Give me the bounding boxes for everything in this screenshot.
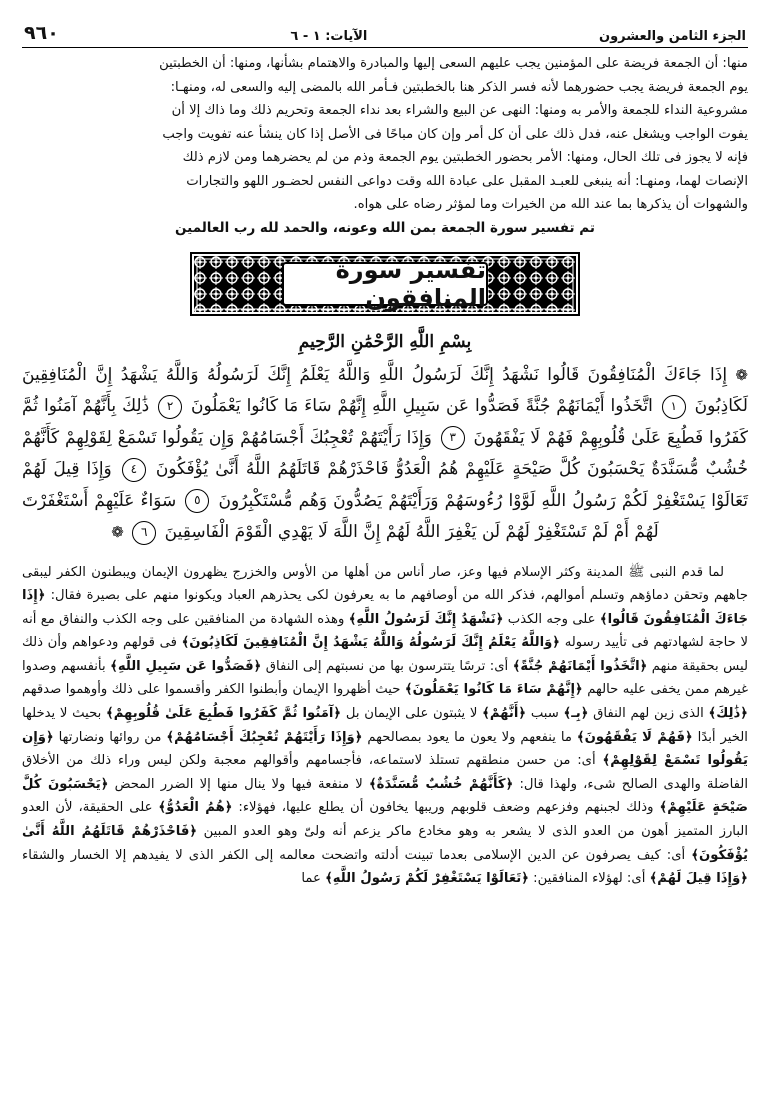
tafsir-text: لما قدم النبى ﷺ المدينة وكثر الإسلام فيها وعز، صار أناس من أهلها من الأوس والخزرج يظهرون الإيمان ويبطنون الكفر ليبقى جاههم وتحقن دماؤهم وتسلم أموالهم، فذكر الله من أوصافهم ما به يعرفون لكى يحذرهم العباد ويكونوا منهم على بصيرة فقال: ﴿إِذَا جَاءَكَ الْمُنَافِقُونَ قَالُوا﴾ على وجه الكذب ﴿نَشْهَدُ إِنَّكَ لَرَسُولُ اللَّهِ﴾ وهذه الشهادة من المنافقين على وجه الكذب والنفاق مع أنه لا حاجة لشهادتهم فى تأييد رسوله ﴿وَاللَّهُ يَعْلَمُ إِنَّكَ لَرَسُولُهُ وَاللَّهُ يَشْهَدُ إِنَّ الْمُنَافِقِينَ لَكَاذِبُونَ﴾ فى قولهم ودعواهم وأن ذلك ليس بحقيقة منهم ﴿اتَّخَذُوا أَيْمَانَهُمْ جُنَّةً﴾ أى: ترسًا يتترسون بها من نسبتهم إلى النفاق ﴿فَصَدُّوا عَن سَبِيلِ اللَّهِ﴾ بأنفسهم وصدوا غيرهم ممن يخفى عليه حالهم ﴿إِنَّهُمْ سَاءَ مَا كَانُوا يَعْمَلُونَ﴾ حيث أظهروا الإيمان وأبطنوا الكفر وأقسموا على ذلك وأوهموا صدقهم ﴿ذَٰلِكَ﴾ الذى زين لهم النفاق ﴿بِـ﴾ سبب ﴿أَنَّهُمْ﴾ لا يثبتون على الإيمان بل ﴿آمَنُوا ثُمَّ كَفَرُوا فَطُبِعَ عَلَىٰ قُلُوبِهِمْ﴾ بحيث لا يدخلها الخير أبدًا ﴿فَهُمْ لَا يَفْقَهُونَ﴾ ما ينفعهم ولا يعون ما يعود بمصالحهم ﴿وَإِذَا رَأَيْتَهُمْ تُعْجِبُكَ أَجْسَامُهُمْ﴾ من روائها ونضارتها ﴿وَإِن يَقُولُوا تَسْمَعْ لِقَوْلِهِمْ﴾ أى: من حسن منطقهم تستلذ لاستماعه، فأجسامهم وأقوالهم معجبة ولكن ليس وراء ذلك من الأخلاق الفاضلة والهدى الصالح شىء، ولهذا قال: ﴿كَأَنَّهُمْ خُشُبٌ مُّسَنَّدَةٌ﴾ لا منفعة فيها ولا ينال منها إلا الضرر المحض ﴿يَحْسَبُونَ كُلَّ صَيْحَةٍ عَلَيْهِمْ﴾ وذلك لجبنهم وفزعهم وضعف قلوبهم وريبها يخافون أن يطلع عليها، فهؤلاء: ﴿هُمُ الْعَدُوُّ﴾ على الحقيقة، لأن العدو البارز المتميز أهون من العدو الذى لا يشعر به وهو مخادع ماكر يزعم أنه ولىّ وهو العدو المبين ﴿فَاحْذَرْهُمْ قَاتَلَهُمُ اللَّهُ أَنَّىٰ يُؤْفَكُونَ﴾ أى: كيف يصرفون عن الدين الإسلامى بعدما تبينت أدلته واتضحت معالمه إلى الكفر الذى لا يفيدهم إلا الخسار والشقاء ﴿وَإِذَا قِيلَ لَهُمْ﴾ أى: لهؤلاء المنافقين: ﴿تَعَالَوْا يَسْتَغْفِرْ لَكُمْ رَسُولُ اللَّهِ﴾ عما <box>22 564 748 887</box>
page-number: ٩٦٠ <box>24 22 59 44</box>
ornament-icon: ❁ <box>735 365 748 384</box>
verse-text: وَإِذَا قِيلَ لَهُمْ تَعَالَوْا يَسْتَغْفِرْ لَكُمْ رَسُولُ اللَّهِ لَوَّوْا رُءُوسَهُمْ وَرَأَيْتَهُمْ يَصُدُّونَ وَهُم مُّسْتَكْبِرُونَ <box>22 459 749 511</box>
page <box>22 14 748 891</box>
verse-number: ١ <box>662 395 686 419</box>
quran-verses <box>22 360 748 549</box>
ayat-range: الآيات: ١ - ٦ <box>290 29 368 44</box>
intro-line: منها: أن الجمعة فريضة على المؤمنين يجب عليهم السعى إليها والمبادرة والاهتمام بشأنها، ومنها: أن الخطبتين <box>159 56 748 71</box>
verse-number: ٦ <box>132 521 156 545</box>
intro-line: يوم الجمعة فريضة يجب حضورهما لأنه فسر الذكر هنا بالخطبتين فـأمر الله بالمضى إليه والسعى له، ومنهـا: <box>170 79 748 95</box>
verse-text: اتَّخَذُوا أَيْمَانَهُمْ جُنَّةً فَصَدُّوا عَن سَبِيلِ اللَّهِ إِنَّهُمْ سَاءَ مَا كَانُوا يَعْمَلُونَ <box>191 396 653 416</box>
verse-number: ٣ <box>441 426 465 450</box>
verse-text: ذَٰلِكَ بِأَنَّهُمْ آمَنُوا ثُمَّ كَفَرُوا فَطُبِعَ عَلَىٰ قُلُوبِهِمْ فَهُمْ لَا يَفْقَهُونَ <box>22 396 748 448</box>
verse-text: وَإِذَا رَأَيْتَهُمْ تُعْجِبُكَ أَجْسَامُهُمْ وَإِن يَقُولُوا تَسْمَعْ لِقَوْلِهِمْ كَأَنَّهُمْ خُشُبٌ مُّسَنَّدَةٌ يَحْسَبُونَ كُلَّ صَيْحَةٍ عَلَيْهِمْ هُمُ الْعَدُوُّ فَاحْذَرْهُمْ قَاتَلَهُمُ اللَّهُ أَنَّىٰ يُؤْفَكُونَ <box>22 427 748 479</box>
intro-line: فإنه لا يجوز فى تلك الحال، ومنها: الأمر بحضور الخطبتين يوم الجمعة وذم من لم يحضرهما ومن لازم ذلك <box>182 150 748 165</box>
intro-line: الإنصات لهما، ومنهـا: أنه ينبغى للعبـد المقبل على عبادة الله وقت دواعى النفس لحضـور اللهو والتجارات <box>186 173 748 189</box>
surah-title: تفسير سورة المنافقون <box>282 262 488 306</box>
intro-line: والشهوات أن يذكرها بما عند الله من الخيرات وما لمؤثر رضاه على هواه. <box>353 197 748 212</box>
running-header <box>22 14 748 48</box>
verse-number: ٥ <box>185 489 209 513</box>
surah-banner-wrap <box>22 252 748 316</box>
surah-banner <box>190 252 580 316</box>
closing-statement: تم تفسير سورة الجمعة بمن الله وعونه، والحمد لله رب العالمين <box>175 219 595 236</box>
verse-text: سَوَاءٌ عَلَيْهِمْ أَسْتَغْفَرْتَ لَهُمْ أَمْ لَمْ تَسْتَغْفِرْ لَهُمْ لَن يَغْفِرَ اللَّهُ لَهُمْ إِنَّ اللَّهَ لَا يَهْدِي الْقَوْمَ الْفَاسِقِينَ <box>22 490 659 542</box>
part-title: الجزء الثامن والعشرون <box>598 29 746 44</box>
verse-number: ٤ <box>122 458 146 482</box>
ornament-icon: ❁ <box>111 523 124 541</box>
intro-paragraph <box>22 52 748 217</box>
verse-number: ٢ <box>158 395 182 419</box>
basmala: بِسْمِ اللَّهِ الرَّحْمَٰنِ الرَّحِيمِ <box>298 331 472 352</box>
intro-line: يفوت الواجب ويشغل عنه، فدل ذلك على أن كل أمر وإن كان مباحًا فى الأصل إذا كان ينشأ عنه تفويت واجب <box>162 126 748 142</box>
tafsir-paragraph <box>22 561 748 891</box>
verse-text: إِذَا جَاءَكَ الْمُنَافِقُونَ قَالُوا نَشْهَدُ إِنَّكَ لَرَسُولُ اللَّهِ وَاللَّهُ يَعْلَمُ إِنَّكَ لَرَسُولُهُ وَاللَّهُ يَشْهَدُ إِنَّ الْمُنَافِقِينَ لَكَاذِبُونَ <box>22 364 748 416</box>
intro-line: مشروعية النداء للجمعة والأمر به ومنها: النهى عن البيع والشراء بعد نداء الجمعة وتحريم ذلك وما ذاك إلا أن <box>171 103 748 118</box>
